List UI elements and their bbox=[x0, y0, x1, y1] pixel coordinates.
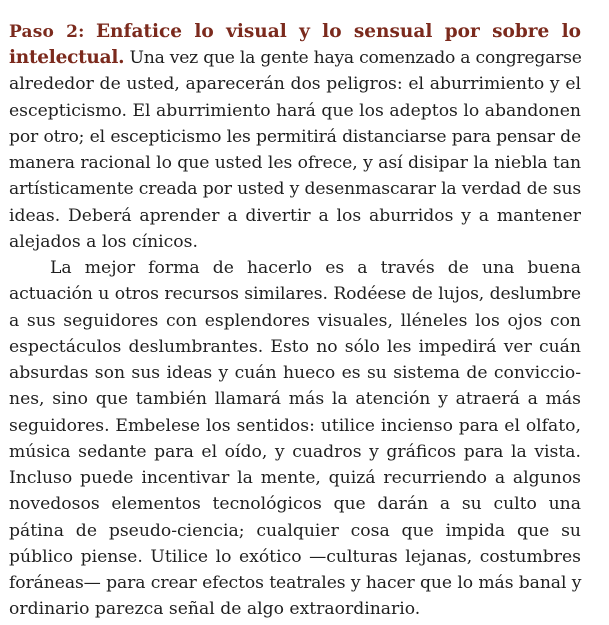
paragraph-last-line: ordinario parezca señal de algo extraordinario. bbox=[9, 599, 421, 620]
paragraph-line: escepticismo. El aburrimiento hará que los adeptos lo abandonen bbox=[9, 100, 581, 121]
paragraph-line: seguidores. Embelese los sentidos: utilice incienso para el olfato, bbox=[9, 415, 581, 436]
paragraph-line: nes, sino que también llamará más la atención y atraerá a más bbox=[9, 389, 581, 410]
paragraph-line: ideas. Deberá aprender a divertir a los aburridos y a mantener bbox=[9, 205, 581, 226]
paragraph-line: absurdas son sus ideas y cuán hueco es su sistema de conviccio- bbox=[9, 363, 581, 383]
paragraph-line: novedosos elementos tecnológicos que darán a su culto una bbox=[9, 494, 581, 515]
paragraph-line: alrededor de usted, aparecerán dos peligros: el aburrimiento y el bbox=[9, 74, 581, 95]
paragraph-2 bbox=[9, 255, 581, 623]
paragraph-line: artísticamente creada por usted y desenmascarar la verdad de sus bbox=[9, 179, 582, 200]
paragraph-line: Incluso puede incentivar la mente, quizá recurriendo a algunos bbox=[9, 468, 581, 488]
section-title-continued: intelectual. bbox=[9, 47, 125, 68]
paragraph-line: espectáculos deslumbrantes. Esto no sólo les impedirá ver cuán bbox=[9, 336, 581, 357]
paragraph-line: público piense. Utilice lo exótico —culturas lejanas, costumbres bbox=[9, 546, 581, 567]
paragraph-last-line: alejados a los cínicos. bbox=[9, 231, 198, 252]
paragraph-line: actuación u otros recursos similares. Rodéese de lujos, deslumbre bbox=[9, 284, 581, 305]
paragraph-first-line: La mejor forma de hacerlo es a través de una buena bbox=[50, 258, 581, 278]
step-number: Paso 2: bbox=[9, 22, 85, 42]
paragraph-1-line-1 bbox=[9, 45, 581, 71]
paragraph-1 bbox=[9, 71, 581, 255]
body-text: Una vez que la gente haya comenzado a congregarse bbox=[129, 48, 582, 68]
paragraph-line: música sedante para el oído, y cuadros y gráficos para la vista. bbox=[9, 441, 581, 462]
paragraph-line: pátina de pseudo-ciencia; cualquier cosa que impida que su bbox=[9, 520, 581, 541]
paragraph-line: por otro; el escepticismo les permitirá distanciarse para pensar de bbox=[9, 126, 581, 147]
section-heading bbox=[9, 18, 581, 45]
section-title: Enfatice lo visual y lo sensual por sobre lo bbox=[95, 21, 581, 42]
document-page bbox=[9, 18, 581, 623]
paragraph-line: manera racional lo que usted les ofrece, y así disipar la niebla tan bbox=[9, 153, 582, 173]
paragraph-line: foráneas— para crear efectos teatrales y hacer que lo más banal y bbox=[9, 573, 582, 593]
paragraph-line: a sus seguidores con esplendores visuales, lléneles los ojos con bbox=[9, 310, 581, 331]
